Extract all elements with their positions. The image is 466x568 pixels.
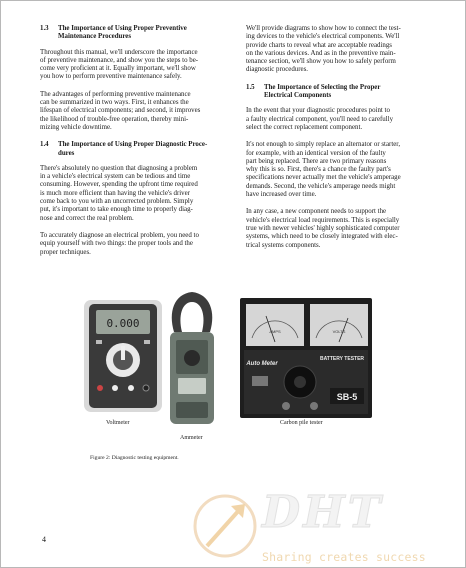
tester-brand: Auto Meter [246,361,278,367]
title-line: The Importance of Selecting the Proper [264,83,381,91]
paragraph [40,49,230,82]
section-1-3-heading [40,25,230,42]
left-column [40,25,230,266]
paragraph [40,91,230,132]
paragraph [246,208,436,249]
text-line: true with newer vehicles' highly sophisticated computer [246,224,400,232]
text-line: nose and correct the real problem. [40,214,134,222]
text-line: proper techniques. [40,248,91,256]
right-column [246,25,436,259]
watermark-logo: DHT [262,487,384,538]
title-line: The Importance of Using Proper Preventive [58,25,187,32]
text-line: can be summarized in two ways. First, it enhances the [40,99,189,107]
text-line: We'll provide diagrams to show how to connect the test- [246,25,401,32]
text-line: lifespan of electrical components; and second, it improves [40,107,201,115]
text-line: you how to perform preventive maintenance safely. [40,73,182,81]
text-line: specifications never actually met the vehicle's amperage [246,174,401,182]
text-line: demands. Second, the vehicle's amperage needs might [246,182,396,190]
watermark-arrow-icon [185,490,265,560]
section-number: 1.5 [246,83,255,91]
text-line: have increased over time. [246,191,317,199]
text-line: tenance section, we'll show you how to safely perform [246,58,396,66]
section-1-4-heading [40,141,230,158]
text-line: There's absolutely no question that diagnosing a problem [40,164,198,172]
section-title [264,84,436,101]
text-line: ing devices to the vehicle's electrical components. We'll [246,33,400,41]
figure-caption: Figure 2: Diagnostic testing equipment. [90,455,179,461]
paragraph [246,141,436,199]
paragraph [246,25,436,75]
title-line: Maintenance Procedures [58,33,132,41]
paragraph [40,165,230,223]
text-line: select the correct replacement component. [246,123,363,131]
title-line: The Importance of Using Proper Diagnostic Proce- [58,141,208,149]
paragraph [40,232,230,257]
carbon-pile-tester-image [240,298,372,418]
text-line: Throughout this manual, we'll underscore the importance [40,48,198,56]
title-line: dures [58,149,75,157]
text-line: come back to you with an uncorrected problem. Simply [40,198,194,206]
title-line: Electrical Components [264,92,332,100]
figure-diagnostic-equipment [0,290,466,470]
text-line: come very proficient at it. Equally important, we'll show [40,65,196,73]
voltmeter-label: Voltmeter [106,420,130,426]
watermark-slogan: Sharing creates success [262,550,426,564]
carbon-pile-label: Carbon pile tester [280,420,323,426]
text-line: In any case, a new component needs to support the [246,208,387,216]
amps-gauge-label: AMPS [269,329,281,334]
section-title [58,25,230,42]
text-line: part being replaced. There are two primary reasons [246,157,387,165]
text-line: provide charts to reveal what are acceptable readings [246,41,392,49]
tester-title: BATTERY TESTER [319,356,365,362]
text-line: in a vehicle's electrical system can be tedious and time [40,173,191,181]
ammeter-image [170,292,214,424]
volts-gauge-label: VOLTS [332,329,346,334]
section-number: 1.4 [40,141,49,149]
text-line: In the event that your diagnostic procedures point to [246,107,390,115]
page-number: 4 [42,535,46,544]
text-line: of preventive maintenance, and show you the steps to be- [40,56,199,64]
text-line: for example, with an identical version of the faulty [246,149,386,157]
text-line: vehicle's electrical load requirements. This is especially [246,216,400,224]
text-line: on the various devices. And as in the preventive main- [246,49,396,57]
section-number: 1.3 [40,25,49,32]
text-line: To accurately diagnose an electrical problem, you need to [40,231,199,239]
text-line: diagnostic procedures. [246,66,308,74]
figure-illustration [0,290,466,470]
meter-display-digits: 0.000 [106,317,140,330]
section-title [58,141,230,158]
voltmeter-image [84,300,162,412]
text-line: equip yourself with two things: the proper tools and the [40,240,193,248]
text-line: put, it's important to take enough time to properly diag- [40,206,193,214]
text-line: why this is so. First, there's a chance the faulty part's [246,166,391,174]
paragraph [246,107,436,132]
text-line: The advantages of performing preventive maintenance [40,90,191,98]
section-1-5-heading [246,84,436,101]
text-line: systems, which need to be closely integrated with elec- [246,233,398,241]
text-line: is much more efficient than having the vehicle's driver [40,189,190,197]
text-line: mizing vehicle downtime. [40,123,112,131]
text-line: trical systems components. [246,241,321,249]
text-line: consuming. However, spending the upfront time required [40,181,198,189]
text-line: a faulty electrical component, you'll need to carefully [246,115,394,123]
ammeter-label: Ammeter [180,435,203,441]
tester-model: SB-5 [336,392,358,402]
text-line: It's not enough to simply replace an alternator or starter, [246,141,401,149]
text-line: the likelihood of trouble-free operation, thereby mini- [40,115,189,123]
